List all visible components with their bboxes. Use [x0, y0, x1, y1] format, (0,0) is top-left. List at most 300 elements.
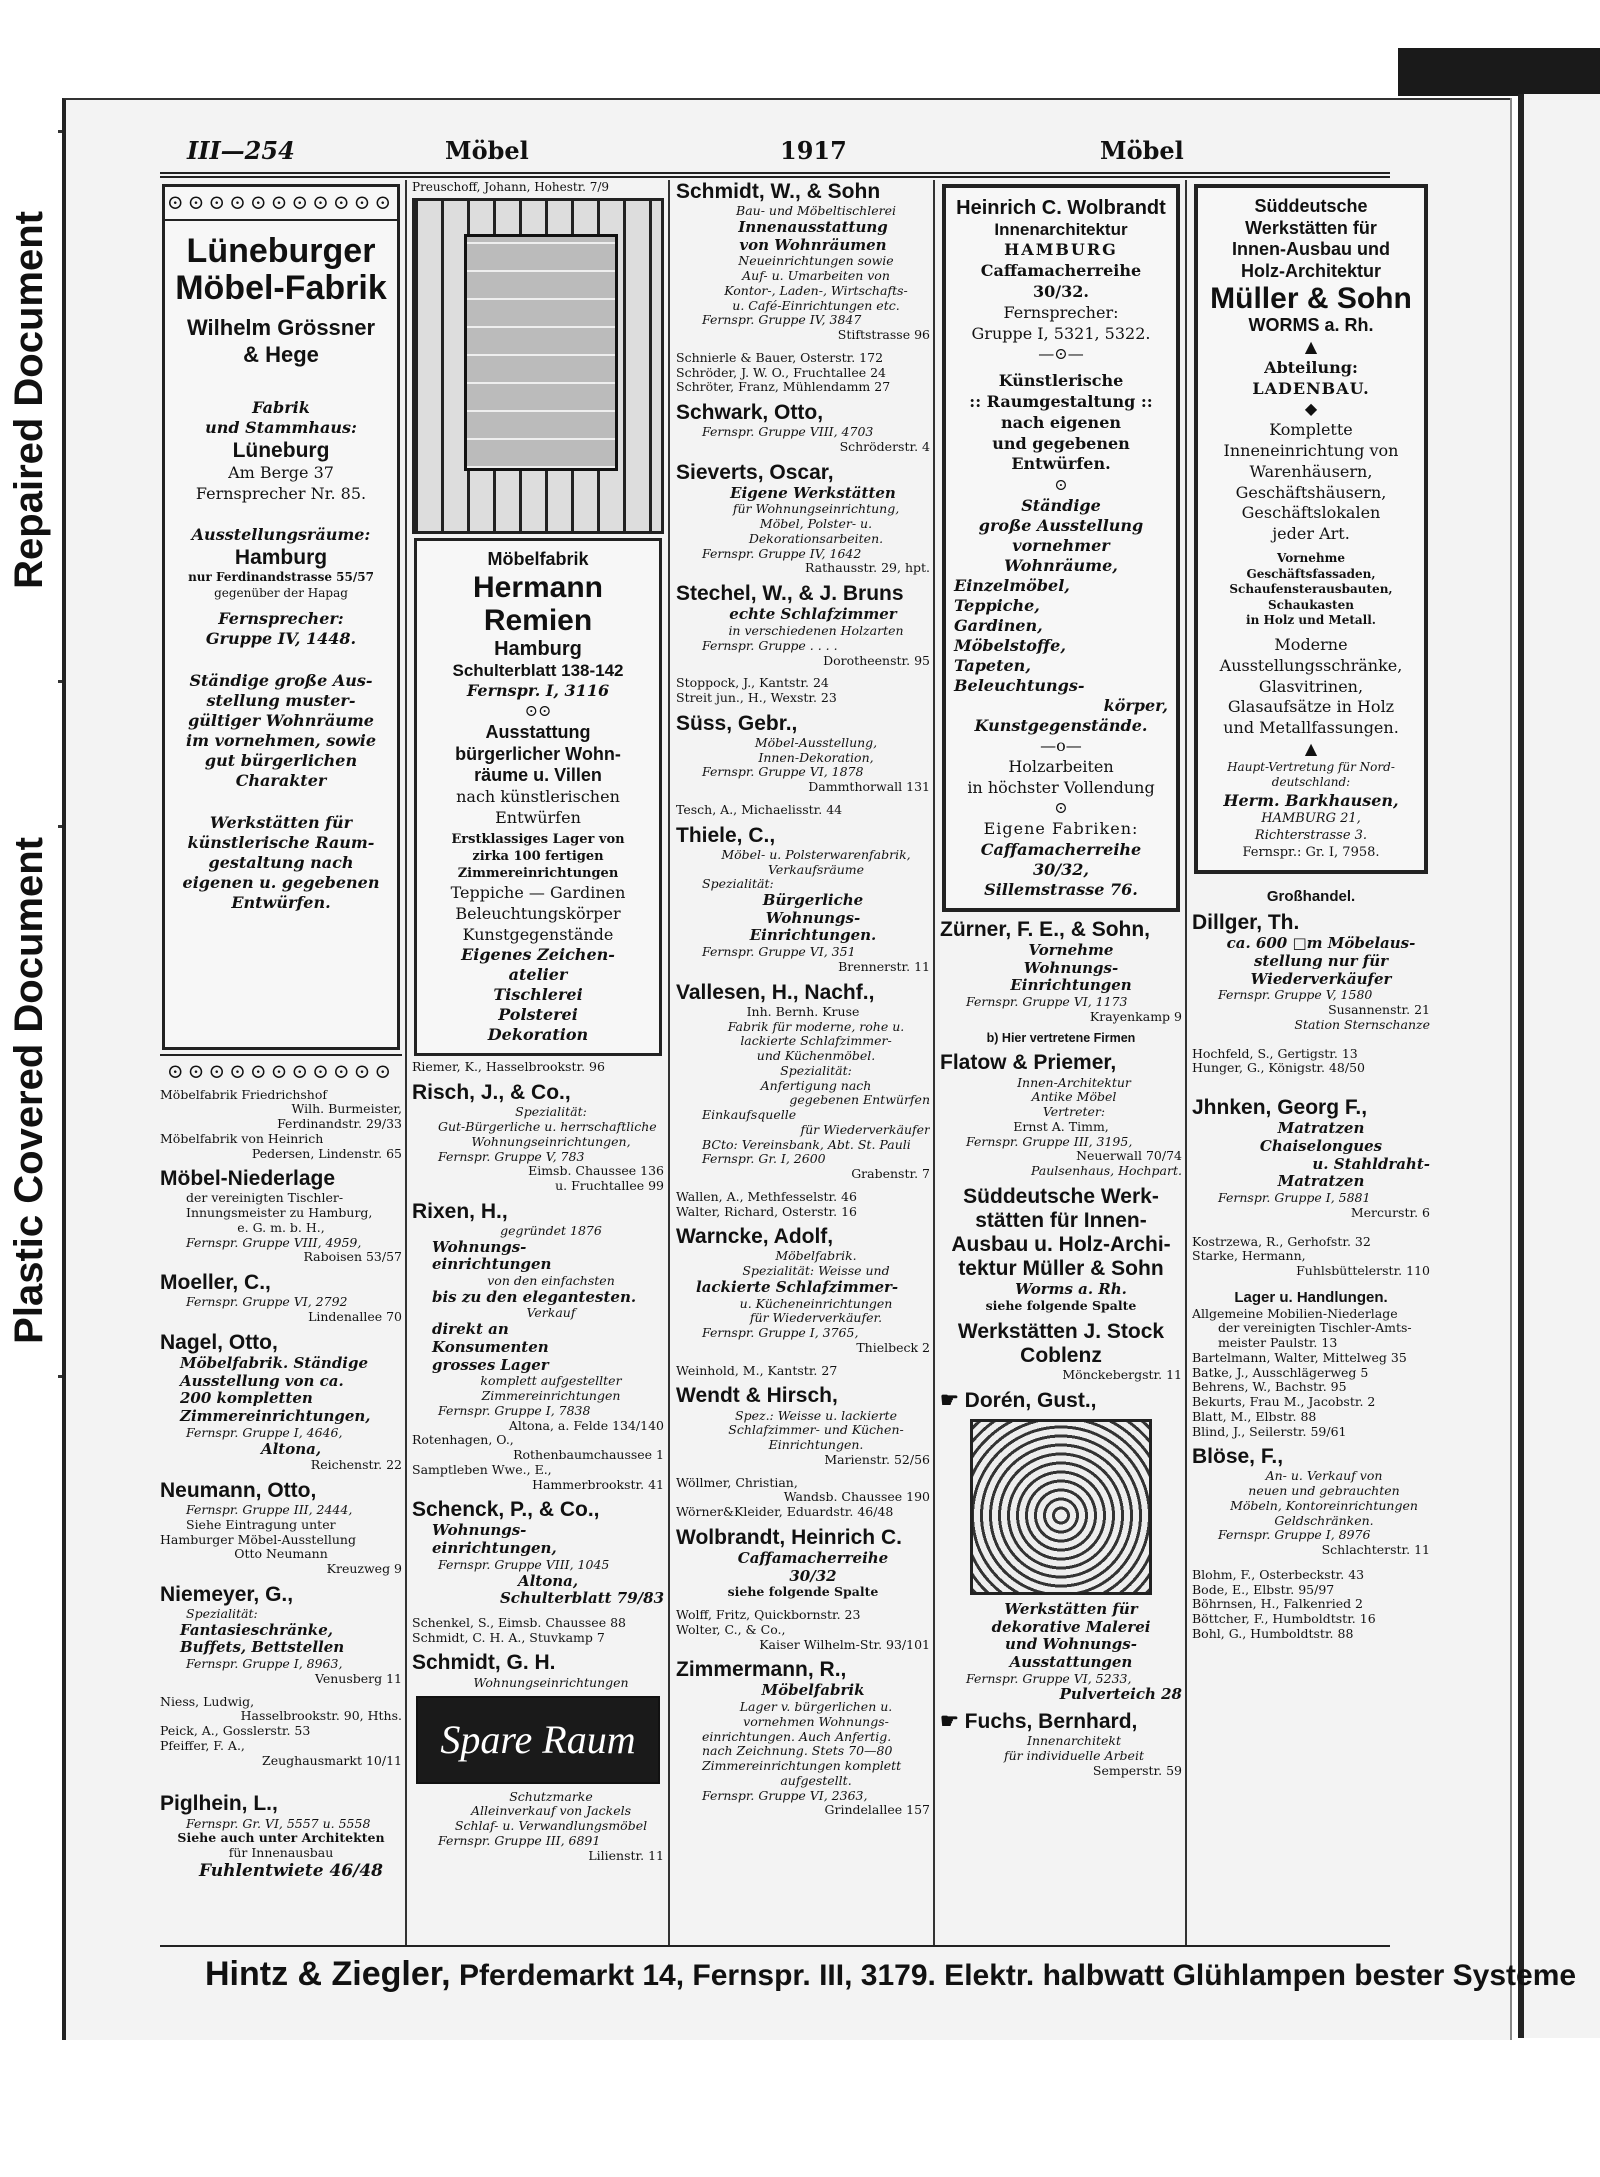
entry-line: Verkauf — [526, 1305, 576, 1321]
entry-line: gegründet 1876 — [500, 1222, 602, 1238]
entry-line: Zimmereinrichtungen, — [180, 1407, 371, 1426]
entry-line: Möbelfabrik von Heinrich — [160, 1130, 324, 1146]
entry-address: Station Sternschanze — [1294, 1016, 1430, 1032]
ad-ornament: ⊙⊙ — [524, 701, 552, 721]
page-number: III—254 — [187, 136, 295, 165]
entry-line: Otto Neumann — [234, 1546, 328, 1562]
entry-line: Konsumenten — [432, 1337, 549, 1356]
entry-line: Wohnungseinrichtungen, — [471, 1133, 631, 1149]
ad-text: Warenhäusern, — [1249, 461, 1373, 481]
ad-address: nur Ferdinandstrasse 55/57 — [188, 570, 374, 585]
entry-line: aufgestellt. — [780, 1772, 852, 1788]
entry-line: bis zu den elegantesten. — [432, 1287, 637, 1306]
ad-text: räume u. Villen — [474, 765, 602, 786]
entry-line: Vertreter: — [1042, 1104, 1106, 1120]
entry-line: Lager v. bürgerlichen u. — [739, 1699, 893, 1715]
entry-phone: Fernspr. Gruppe I, 8963, — [186, 1656, 343, 1672]
entry-line: Böttcher, F., Humboldtstr. 16 — [1192, 1611, 1376, 1627]
entry-line: ca. 600 □m Möbelaus- — [1226, 934, 1416, 953]
entry-address: Caffamacherreihe — [737, 1548, 889, 1567]
entry-address: Thielbeck 2 — [856, 1339, 930, 1355]
entry-line: komplett aufgestellter — [480, 1373, 622, 1389]
entry-address: Zeughausmarkt 10/11 — [262, 1752, 402, 1768]
entry-address: Hasselbrookstr. 90, Hths. — [240, 1708, 402, 1724]
entry-phone: Fernspr. Gruppe IV, 1642 — [702, 545, 862, 561]
ad-address: 30/32. — [1033, 281, 1089, 301]
entry-line: Wohnungs- — [432, 1521, 527, 1540]
entry-address: Schröderstr. 4 — [839, 438, 930, 454]
entry-line: Blind, J., Seilerstr. 59/61 — [1192, 1423, 1347, 1439]
entry-line: Stoppock, J., Kantstr. 24 — [676, 675, 829, 691]
ad-text: Abteilung: — [1264, 357, 1358, 377]
header-year: 1917 — [780, 136, 847, 165]
ad-text: Holz-Architektur — [1240, 260, 1381, 281]
ad-text: Möbelstoffe, — [954, 635, 1066, 655]
entry-heading: Wolbrandt, Heinrich C. — [676, 1525, 902, 1549]
entry-line: Wiederverkäufer — [1250, 969, 1392, 988]
entry-line: Einkaufsquelle — [702, 1107, 797, 1123]
ad-ornament: ⊙ — [1054, 475, 1068, 495]
ad-phone: Gruppe I, 5321, 5322. — [971, 323, 1151, 343]
entry-line: Möbelfabrik Friedrichshof — [160, 1086, 328, 1102]
column-3 — [676, 180, 930, 1940]
footer-company: Hintz & Ziegler, — [205, 1955, 451, 1993]
ad-text: Künstlerische — [998, 371, 1124, 391]
entry-line: lackierte Schlafzimmer- — [740, 1033, 892, 1049]
entry-line: Bau- und Möbeltischlerei — [736, 203, 896, 219]
entry-heading: ☛ Fuchs, Bernhard, — [940, 1710, 1138, 1734]
entry-heading: Ausbau u. Holz-Archi- — [951, 1233, 1171, 1257]
ad-text: Entwürfen. — [1011, 454, 1111, 474]
ad-border-circles: ⊙⊙⊙⊙⊙⊙⊙⊙⊙⊙⊙ — [160, 1054, 402, 1088]
entry-line: Wolff, Fritz, Quickbornstr. 23 — [676, 1607, 861, 1623]
entry-heading: Schmidt, W., & Sohn — [676, 180, 881, 203]
entry-heading: Werkstätten J. Stock — [957, 1319, 1165, 1343]
entry-line: Zimmereinrichtungen — [481, 1388, 621, 1404]
ad-text: Erstklassiges Lager von — [451, 832, 625, 848]
ad-text: Polsterei — [498, 1005, 578, 1025]
entry-line: Möbel-Ausstellung, — [754, 734, 878, 750]
entry-line: von Wohnräumen — [739, 235, 887, 254]
ad-text: Inneneinrichtung von — [1223, 440, 1399, 460]
footer-advert — [205, 1955, 1577, 1994]
entry-line: Wallen, A., Methfesselstr. 46 — [676, 1188, 857, 1204]
ad-text: Fernsprecher: — [218, 609, 344, 629]
entry-phone: Fernspr. Gruppe VI, 5233, — [966, 1670, 1132, 1686]
entry-line: Chaiselongues — [1259, 1137, 1383, 1156]
entry-heading: Schmidt, G. H. — [412, 1651, 556, 1675]
entry-line: einrichtungen, — [432, 1539, 557, 1558]
entry-line: Dekorationsarbeiten. — [748, 530, 884, 546]
entry-phone: Fernspr. Gruppe VI, 2363, — [702, 1787, 868, 1803]
entry-line: Ausstattungen — [1009, 1653, 1133, 1672]
column-1 — [160, 180, 402, 1940]
entry-phone: Fernspr. Gruppe VI, 1878 — [702, 764, 864, 780]
entry-line: Neueinrichtungen sowie — [738, 253, 894, 269]
entry-phone: Fernspr. Gruppe I, 3765, — [702, 1325, 859, 1341]
entry-address: Brennerstr. 11 — [838, 958, 930, 974]
ad-title: Hermann Remien — [472, 570, 604, 637]
ad-text: bürgerlicher Wohn- — [455, 743, 621, 764]
entry-line: in verschiedenen Holzarten — [728, 623, 904, 639]
entry-line: Siehe auch unter Architekten — [177, 1830, 385, 1846]
page-header — [165, 136, 1385, 166]
entry-line: Spezialität: — [186, 1605, 258, 1621]
entry-line: BCto: Vereinsbank, Abt. St. Pauli — [702, 1136, 911, 1152]
entry-phone: Fernspr. Gruppe VI, 2792 — [186, 1294, 348, 1310]
entry-line: stellung nur für — [1253, 952, 1389, 971]
ad-address: Caffamacherreihe — [980, 839, 1142, 859]
entry-address: Altona, a. Felde 134/140 — [508, 1417, 664, 1433]
entry-line: und Wohnungs- — [1005, 1635, 1137, 1654]
ad-ornament: ▲ — [1304, 336, 1318, 356]
ad-text: Teppiche — Gardinen — [450, 882, 626, 902]
entry-line: Innenausstattung — [738, 217, 888, 236]
ad-text: jeder Art. — [1272, 524, 1350, 544]
entry-line: Batke, J., Ausschlägerweg 5 — [1192, 1364, 1369, 1380]
column-divider — [933, 180, 935, 1945]
entry-heading: tektur Müller & Sohn — [958, 1257, 1164, 1281]
entry-line: meister Paulstr. 13 — [1218, 1335, 1338, 1351]
scan-border — [1398, 48, 1600, 96]
footer-rule — [160, 1945, 1390, 1947]
ad-ornament: —⊙— — [1038, 344, 1084, 364]
entry-heading: Niemeyer, G., — [160, 1582, 294, 1606]
entry-line: Vornehme — [1028, 941, 1114, 960]
entry-address: Pulverteich 28 — [1059, 1685, 1182, 1704]
ad-text: Glasaufsätze in Holz — [1227, 697, 1395, 717]
ad-title: Heinrich C. Wolbrandt — [956, 197, 1166, 219]
entry-phone: Fernspr. Gruppe I, 4646, — [186, 1424, 343, 1440]
entry-line: für Innenausbau — [228, 1845, 334, 1860]
ad-text: Innen-Ausbau und — [1232, 239, 1390, 260]
entry-address: Lindenallee 70 — [308, 1309, 402, 1325]
ad-address: 30/32, — [1033, 859, 1089, 879]
entry-line: Wohnungs- — [432, 1237, 527, 1256]
entry-line: dekorative Malerei — [991, 1617, 1151, 1636]
entry-line: Schnierle & Bauer, Osterstr. 172 — [676, 349, 884, 365]
ad-border-circles: ⊙⊙⊙⊙⊙⊙⊙⊙⊙⊙⊙ — [165, 187, 397, 221]
ad-text: Entwürfen — [495, 807, 581, 827]
ad-hermann-remien — [414, 538, 662, 1056]
entry-address: Schulterblatt 79/83 — [499, 1589, 664, 1608]
entry-address: Stiftstrasse 96 — [837, 327, 930, 343]
entry-line: Möbeln, Kontoreinrichtungen — [1230, 1497, 1418, 1513]
entry-address: Grindelallee 157 — [824, 1802, 930, 1818]
entry-line: lackierte Schlafzimmer- — [696, 1277, 899, 1296]
entry-line: Bürgerliche — [762, 891, 864, 910]
ad-ornament: ⊙ — [1054, 798, 1068, 818]
entry-line: Ausstellung von ca. — [180, 1371, 344, 1390]
ad-text: Herm. Barkhausen, — [1223, 790, 1399, 810]
ad-text: gestaltung nach — [208, 853, 354, 873]
entry-line: Spezialität: — [780, 1062, 852, 1078]
entry-line: für individuelle Arbeit — [1004, 1748, 1144, 1764]
entry-line: Wilh. Burmeister, — [291, 1101, 402, 1117]
ad-text: Beleuchtungskörper — [455, 903, 621, 923]
entry-line: Siehe Eintragung unter — [186, 1516, 336, 1532]
entry-heading: stätten für Innen- — [975, 1208, 1147, 1232]
entry-heading: Schwark, Otto, — [676, 401, 824, 425]
decorative-figure-illustration — [970, 1419, 1152, 1595]
entry-phone: Fernspr. Gruppe I, 7838 — [438, 1402, 591, 1418]
ad-text: Eigenes Zeichen- — [461, 945, 615, 965]
entry-line: u. Kücheneinrichtungen — [739, 1295, 893, 1311]
entry-line: Schlaf- u. Verwandlungsmöbel — [454, 1818, 648, 1833]
ad-text: und Metallfassungen. — [1223, 718, 1399, 738]
ad-text: Entwürfen. — [231, 893, 331, 913]
entry-phone: Fernspr. Gruppe VIII, 4703 — [702, 424, 874, 440]
entry-line: von den einfachsten — [487, 1273, 615, 1289]
entry-address: Lilienstr. 11 — [588, 1847, 664, 1863]
entry-line: echte Schlafzimmer — [729, 605, 897, 624]
entry-line: Allgemeine Mobilien-Niederlage — [1192, 1305, 1398, 1321]
entry-phone: Fernspr. Gruppe VI, 351 — [702, 944, 856, 960]
entry-line: Eigene Werkstätten — [730, 483, 896, 502]
ad-text: Eigene Fabriken: — [983, 819, 1139, 839]
entry-line: Hochfeld, S., Gertigstr. 13 — [1192, 1045, 1358, 1061]
entry-line: Anfertigung nach — [760, 1077, 872, 1093]
ad-address: Am Berge 37 — [228, 463, 334, 483]
entry-line: neuen und gebrauchten — [1248, 1483, 1400, 1499]
entry-line: Hamburger Möbel-Ausstellung — [160, 1531, 356, 1547]
ad-text: Beleuchtungs- — [954, 675, 1085, 695]
entry-line: Pedersen, Lindenstr. 65 — [251, 1145, 402, 1161]
entry-address: Grabenstr. 7 — [851, 1166, 930, 1182]
ad-text: Innenarchitektur — [994, 220, 1128, 239]
entry-line: Möbelfabrik. Ständige — [180, 1354, 369, 1373]
entry-line: Innen-Architektur — [1017, 1074, 1131, 1090]
entry-line: Matratzen — [1277, 1172, 1365, 1191]
entry-line: Schlafzimmer- und Küchen- — [728, 1422, 904, 1438]
entry-line: Schröter, Franz, Mühlendamm 27 — [676, 379, 891, 395]
entry-heading: Sieverts, Oscar, — [676, 460, 834, 484]
entry-address: Eimsb. Chaussee 136 — [528, 1163, 664, 1179]
header-rule — [160, 176, 1390, 178]
ad-text: Möbelfabrik — [487, 549, 589, 570]
entry-heading: Nagel, Otto, — [160, 1330, 278, 1354]
entry-address: Neuerwall 70/74 — [1076, 1148, 1182, 1164]
entry-line: Möbelfabrik. — [775, 1248, 857, 1264]
entry-heading: Möbel-Niederlage — [160, 1167, 336, 1191]
ad-ornament: —o— — [1040, 735, 1082, 755]
ad-text: Vornehme — [1277, 550, 1345, 565]
entry-line: der vereinigten Tischler-Amts- — [1218, 1320, 1412, 1336]
entry-line: Fabrik für moderne, rohe u. — [727, 1018, 905, 1034]
next-page-edge — [1518, 94, 1600, 2038]
entry-heading: Rixen, H., — [412, 1199, 508, 1223]
entry-line: An- u. Verkauf von — [1265, 1468, 1383, 1484]
ad-text: gut bürgerlichen — [204, 751, 358, 771]
entry-address: Semperstr. 59 — [1092, 1762, 1182, 1778]
entry-address: Schlachterstr. 11 — [1321, 1542, 1430, 1558]
entry-line: Samptleben Wwe., E., — [412, 1461, 552, 1477]
entry-phone: Fernspr. Gruppe IV, 3847 — [702, 312, 862, 328]
entry-line: Werkstätten für — [1004, 1599, 1138, 1618]
entry-line: Wohnungs- — [765, 908, 861, 927]
entry-line: Schmidt, C. H. A., Stuvkamp 7 — [412, 1629, 605, 1645]
entry-line: Auf- u. Umarbeiten von — [742, 268, 890, 284]
ad-text: Ständige — [1021, 495, 1101, 515]
entry-line: u. Stahldraht- — [1312, 1154, 1430, 1173]
ad-phone: Gruppe IV, 1448. — [205, 629, 357, 649]
entry-heading: Vallesen, H., Nachf., — [676, 980, 875, 1004]
entry-address: Worms a. Rh. — [1015, 1280, 1127, 1299]
column-5 — [1192, 180, 1430, 1940]
ad-city: Hamburg — [494, 637, 582, 660]
ad-text: Werkstätten für — [1245, 217, 1377, 238]
entry-heading: Stechel, W., & J. Bruns — [676, 582, 904, 606]
entry-line: Geldschränken. — [1274, 1512, 1374, 1528]
ad-text: Gardinen, — [954, 615, 1043, 635]
entry-line: Spezialität: — [702, 876, 774, 892]
ad-text: Werkstätten für — [209, 813, 353, 833]
entry-address: Raboisen 53/57 — [303, 1249, 402, 1265]
ad-phone: Fernsprecher: — [1003, 302, 1119, 322]
entry-heading: Piglhein, L., — [160, 1792, 278, 1816]
ad-text: künstlerische Raum- — [187, 833, 375, 853]
entry-line: Schröder, J. W. O., Fruchtallee 24 — [676, 364, 886, 380]
entry-line: nach Zeichnung. Stets 70—80 — [702, 1743, 893, 1759]
ad-text: in Holz und Metall. — [1246, 613, 1376, 628]
entry-line: der vereinigten Tischler- — [186, 1190, 344, 1206]
ad-text: Kunstgegenstände — [462, 924, 614, 944]
entry-line: Inh. Bernh. Kruse — [746, 1003, 860, 1019]
entry-address: Fuhlsbüttelerstr. 110 — [1296, 1263, 1430, 1279]
ad-text: eigenen u. gegebenen — [182, 873, 380, 893]
entry-line: Zimmereinrichtungen komplett — [702, 1758, 902, 1774]
entry-line: Ernst A. Timm, — [1013, 1118, 1109, 1134]
ad-text: deutschland: — [1271, 775, 1351, 790]
entry-address: Dammthorwall 131 — [808, 779, 930, 795]
entry-heading: ☛ Dorén, Gust., — [940, 1388, 1097, 1412]
ad-owner: Wilhelm Grössner — [186, 315, 376, 341]
entry-phone: Fernspr. Gruppe III, 2444, — [186, 1502, 353, 1518]
ad-text: Teppiche, — [954, 595, 1040, 615]
entry-line: Buffets, Bettstellen — [180, 1638, 345, 1657]
ad-city: Lüneburg — [232, 439, 330, 463]
entry-phone: Fernspr. Gruppe VIII, 1045 — [438, 1556, 610, 1572]
entry-line: Wolter, C., & Co., — [676, 1621, 786, 1637]
entry-phone: Fernspr. Gruppe V, 1580 — [1218, 987, 1373, 1003]
header-section-left: Möbel — [445, 136, 529, 165]
ad-text: nach künstlerischen — [456, 786, 620, 806]
column-4 — [940, 180, 1182, 1940]
ad-address: Richterstrasse 3. — [1254, 827, 1368, 843]
entry-line: Einrichtungen. — [749, 926, 877, 945]
entry-line: siehe folgende Spalte — [727, 1584, 879, 1600]
entry-heading: Zimmermann, R., — [676, 1658, 847, 1682]
ad-title: Möbel-Fabrik — [175, 268, 387, 307]
ad-title: Lüneburger — [186, 231, 376, 270]
ad-title: Müller & Sohn — [1210, 282, 1412, 316]
entry-address: Paulsenhaus, Hochpart. — [1030, 1163, 1182, 1179]
ad-phone: Fernspr. I, 3116 — [466, 681, 610, 701]
ad-text: Kunstgegenstände. — [974, 715, 1148, 735]
ad-text: Moderne — [1274, 634, 1348, 654]
entry-line: Einrichtungen — [1010, 976, 1132, 995]
entry-line: einrichtungen — [432, 1255, 552, 1274]
ad-heinrich-wolbrandt — [942, 184, 1180, 912]
entry-line: einrichtungen. Auch Anfertig. — [702, 1728, 892, 1744]
column-divider — [1185, 180, 1187, 1945]
entry-line: Ferdinandstr. 29/33 — [277, 1116, 402, 1132]
entry-line: Bartelmann, Walter, Mittelweg 35 — [1192, 1349, 1407, 1365]
ad-text: Tapeten, — [954, 655, 1031, 675]
entry-phone: Fernspr. Gruppe VIII, 4959, — [186, 1234, 362, 1250]
entry-line: Antike Möbel — [1031, 1089, 1117, 1105]
entry-line: siehe folgende Spalte — [985, 1298, 1137, 1314]
entry-heading: Warncke, Adolf, — [676, 1225, 834, 1249]
entry-address: Reichenstr. 22 — [310, 1457, 402, 1473]
ad-text: Tischlerei — [493, 985, 583, 1005]
entry-address: 30/32 — [789, 1566, 837, 1585]
ad-text: und Stammhaus: — [205, 418, 357, 438]
entry-line: Wohnungseinrichtungen — [473, 1674, 629, 1690]
ad-text: Schaukasten — [1268, 597, 1354, 612]
ad-text: stellung muster- — [206, 691, 356, 711]
entry-line: Spezialität: Weisse und — [742, 1263, 890, 1279]
entry-heading: Risch, J., & Co., — [412, 1081, 571, 1105]
entry-line: u. Café-Einrichtungen etc. — [732, 297, 900, 313]
entry-line: für Wiederverkäufer — [800, 1121, 930, 1137]
ad-text: Haupt-Vertretung für Nord- — [1227, 759, 1395, 774]
entry-address: Rathausstr. 29, hpt. — [804, 560, 930, 576]
window-illustration — [412, 198, 664, 534]
entry-line: Bode, E., Elbstr. 95/97 — [1192, 1581, 1335, 1597]
ad-text: atelier — [508, 965, 568, 985]
entry-phone: Fernspr. Gruppe VI, 1173 — [966, 994, 1128, 1010]
entry-heading: Dillger, Th. — [1192, 911, 1300, 935]
ad-text: :: Raumgestaltung :: — [969, 391, 1153, 411]
entry-line: Walter, Richard, Osterstr. 16 — [676, 1203, 857, 1219]
entry-phone: Fernspr. Gr. I, 2600 — [702, 1151, 826, 1167]
ad-phone: Fernspr.: Gr. I, 7958. — [1242, 844, 1380, 860]
entry-line: Streit jun., H., Wexstr. 23 — [676, 690, 837, 706]
entry-address: Krayenkamp 9 — [1089, 1008, 1182, 1024]
entry-line: Bohl, G., Humboldtstr. 88 — [1192, 1625, 1354, 1641]
entry-line: Verkaufsräume — [767, 861, 865, 877]
ad-text: Ständige große Aus- — [189, 671, 373, 691]
entry-address: Marienstr. 52/56 — [824, 1451, 930, 1467]
entry-line: Wohnungs- — [1023, 958, 1119, 977]
ad-text: Holzarbeiten — [1008, 756, 1114, 776]
ad-city: HAMBURG 21, — [1261, 810, 1361, 826]
section-heading: Großhandel. — [1266, 887, 1356, 905]
entry-address: Susannenstr. 21 — [1328, 1002, 1430, 1018]
ad-text: gegenüber der Hapag — [214, 585, 348, 600]
section-heading: Lager u. Handlungen. — [1234, 1288, 1388, 1306]
ad-address: Caffamacherreihe — [980, 261, 1142, 281]
entry-line: für Wohnungseinrichtung, — [732, 501, 900, 517]
entry-line: Hunger, G., Königstr. 48/50 — [1192, 1060, 1365, 1076]
ad-address: Schulterblatt 138-142 — [452, 660, 624, 680]
repaired-document-tab: Repaired Document — [0, 120, 58, 680]
ad-address: Sillemstrasse 76. — [984, 879, 1138, 899]
ad-text: in höchster Vollendung — [967, 777, 1155, 797]
entry-line: Gut-Bürgerliche u. herrschaftliche — [438, 1119, 657, 1135]
ad-text: im vornehmen, sowie — [185, 731, 376, 751]
ad-phone: Fernsprecher Nr. 85. — [195, 484, 367, 504]
entry-address: Mercurstr. 6 — [1350, 1204, 1430, 1220]
entry-heading: Moeller, C., — [160, 1271, 271, 1295]
ad-text: körper, — [1103, 695, 1168, 715]
entry-line: Kontor-, Laden-, Wirtschafts- — [724, 282, 908, 298]
ad-text: Ausstellungsräume: — [191, 524, 371, 544]
ad-text: Dekoration — [487, 1025, 589, 1045]
entry-line: Blatt, M., Elbstr. 88 — [1192, 1408, 1317, 1424]
entry-line: Fantasieschränke, — [180, 1620, 333, 1639]
